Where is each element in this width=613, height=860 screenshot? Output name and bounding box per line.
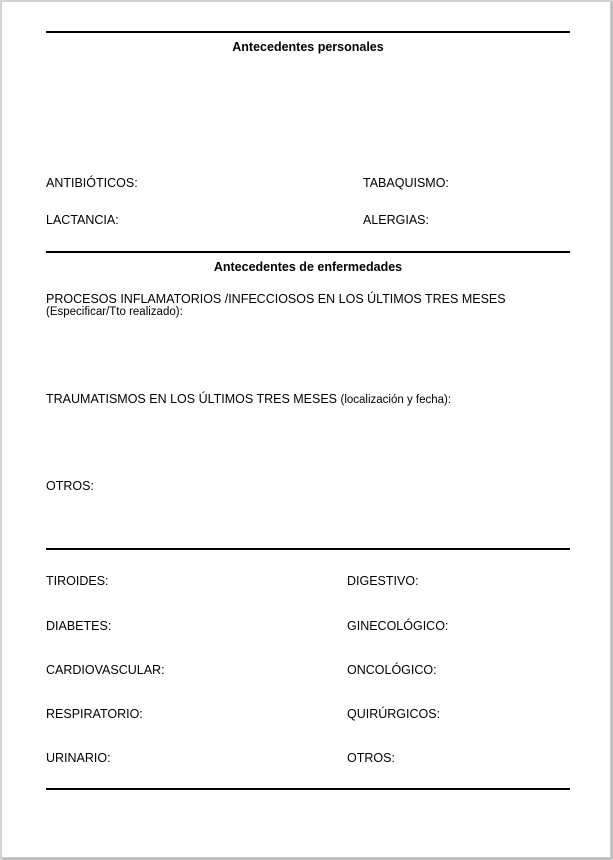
trauma-label bbox=[46, 392, 451, 407]
gynecological-label: GINECOLÓGICO: bbox=[347, 619, 449, 633]
oncological-label: ONCOLÓGICO: bbox=[347, 663, 437, 677]
diabetes-label: DIABETES: bbox=[46, 619, 112, 633]
smoking-label: TABAQUISMO: bbox=[363, 176, 449, 190]
inflammatory-processes-label: PROCESOS INFLAMATORIOS /INFECCIOSOS EN LOS ÚLTIMOS TRES MESES bbox=[46, 292, 506, 306]
top-rule bbox=[46, 31, 570, 33]
digestive-label: DIGESTIVO: bbox=[347, 574, 419, 588]
personal-history-heading: Antecedentes personales bbox=[232, 40, 384, 54]
diseases-heading: Antecedentes de enfermedades bbox=[213, 260, 403, 274]
breastfeeding-label: LACTANCIA: bbox=[46, 213, 119, 227]
urinary-label: URINARIO: bbox=[46, 751, 111, 765]
trauma-label-main: TRAUMATISMOS EN LOS ÚLTIMOS TRES MESES bbox=[46, 392, 338, 406]
inflammatory-processes-note: (Especificar/Tto realizado): bbox=[46, 306, 183, 318]
thyroid-label: TIROIDES: bbox=[46, 574, 109, 588]
other-systems-label: OTROS: bbox=[347, 751, 395, 765]
section-rule-systems bbox=[46, 548, 570, 550]
antibiotics-label: ANTIBIÓTICOS: bbox=[46, 176, 138, 190]
trauma-label-note: (localización y fecha): bbox=[340, 394, 452, 406]
bottom-rule bbox=[46, 788, 570, 790]
other-diseases-label: OTROS: bbox=[46, 479, 94, 493]
document-page bbox=[1, 1, 611, 858]
section-rule-diseases bbox=[46, 251, 570, 253]
respiratory-label: RESPIRATORIO: bbox=[46, 707, 143, 721]
cardiovascular-label: CARDIOVASCULAR: bbox=[46, 663, 165, 677]
allergies-label: ALERGIAS: bbox=[363, 213, 429, 227]
surgical-label: QUIRÚRGICOS: bbox=[347, 707, 441, 721]
